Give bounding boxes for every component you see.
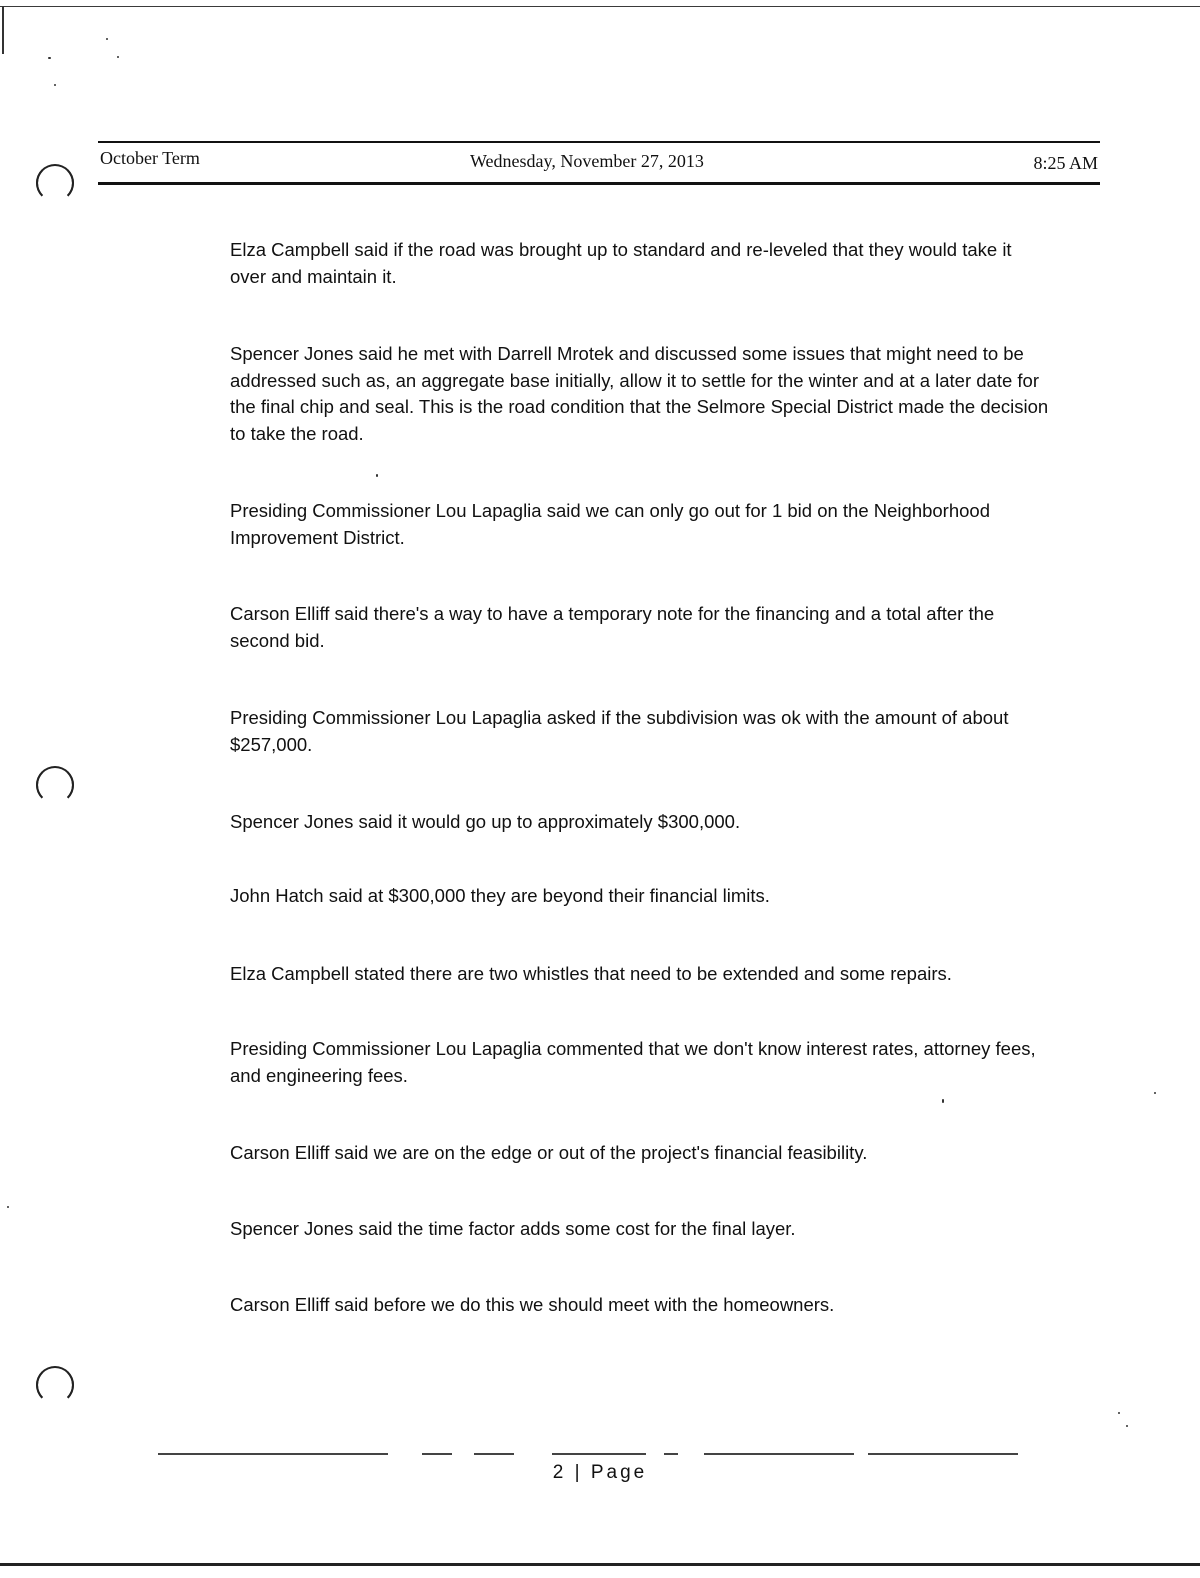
- footer-rule: [422, 1453, 452, 1455]
- scan-speck: [376, 474, 378, 477]
- minutes-paragraph: Carson Elliff said before we do this we should meet with the homeowners.: [230, 1294, 835, 1315]
- footer-rule: [664, 1453, 678, 1455]
- header-rule-bottom: [98, 182, 1100, 185]
- footer-rule: [704, 1453, 854, 1455]
- page-header: [98, 145, 1100, 181]
- header-time: 8:25 AM: [1033, 153, 1098, 173]
- page-number: 2 | Page: [552, 1462, 648, 1483]
- minutes-paragraph: Elza Campbell said if the road was brought up to standard and re-leveled that they would take it over and maintain it.: [230, 239, 1012, 287]
- scan-speck: [117, 56, 119, 58]
- scan-speck: [7, 1206, 9, 1208]
- header-term: October Term: [100, 148, 200, 168]
- punch-hole: [36, 766, 74, 804]
- minutes-paragraph: Spencer Jones said it would go up to approximately $300,000.: [230, 811, 741, 832]
- scan-edge-top: [0, 6, 1200, 7]
- minutes-paragraph: Carson Elliff said there's a way to have a temporary note for the financing and a total after the second bid.: [230, 603, 995, 651]
- header-rule-top: [98, 141, 1100, 143]
- scan-speck: [48, 57, 51, 59]
- minutes-paragraph: John Hatch said at $300,000 they are beyond their financial limits.: [230, 885, 770, 906]
- scan-speck: [106, 38, 108, 40]
- scan-speck: [1154, 1092, 1156, 1094]
- footer-rule: [552, 1453, 646, 1455]
- minutes-paragraph: Spencer Jones said the time factor adds some cost for the final layer.: [230, 1218, 796, 1239]
- scan-speck: [1118, 1412, 1120, 1414]
- minutes-paragraph: Presiding Commissioner Lou Lapaglia asked if the subdivision was ok with the amount of about $257,000.: [230, 707, 1009, 755]
- punch-hole: [36, 164, 74, 202]
- footer-rule: [868, 1453, 1018, 1455]
- scan-speck: [54, 84, 56, 86]
- punch-hole: [36, 1366, 74, 1404]
- header-date: Wednesday, November 27, 2013: [470, 151, 704, 171]
- minutes-paragraph: Presiding Commissioner Lou Lapaglia said we can only go out for 1 bid on the Neighborhood Improvement District.: [230, 500, 990, 548]
- minutes-paragraph: Carson Elliff said we are on the edge or out of the project's financial feasibility.: [230, 1142, 868, 1163]
- minutes-paragraph: Presiding Commissioner Lou Lapaglia commented that we don't know interest rates, attorney fees, and engineering fees.: [230, 1038, 1036, 1086]
- scan-speck: [1126, 1425, 1128, 1427]
- scan-speck: [942, 1099, 944, 1103]
- scan-edge-left: [2, 6, 4, 54]
- minutes-paragraph: Spencer Jones said he met with Darrell Mrotek and discussed some issues that might need to be addressed such as, an aggregate base initially, allow it to settle for the winter and at a later date for the final chip and seal. This is the road condition that the Selmore Special District made the decision to take the road.: [230, 343, 1049, 444]
- minutes-paragraph: Elza Campbell stated there are two whistles that need to be extended and some repairs.: [230, 963, 952, 984]
- footer-rule: [158, 1453, 388, 1455]
- scan-edge-bottom: [0, 1563, 1200, 1566]
- footer-rule: [474, 1453, 514, 1455]
